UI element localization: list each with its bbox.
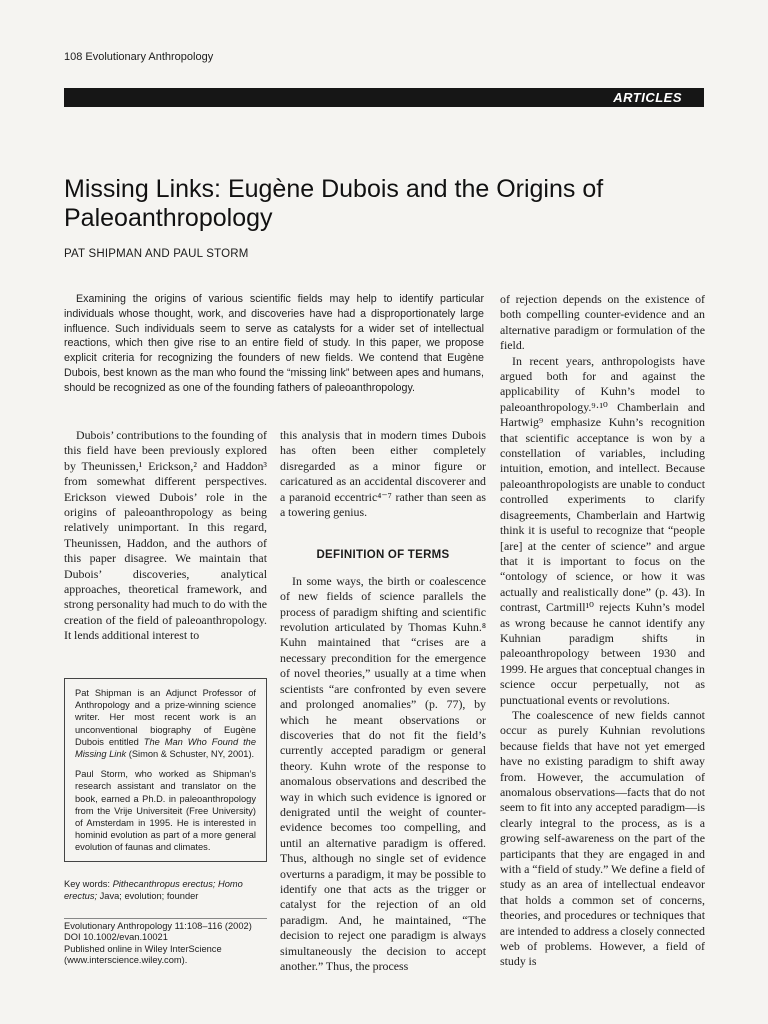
body-column-2 xyxy=(280,428,486,974)
section-banner-label: ARTICLES xyxy=(613,90,682,105)
body-column-3 xyxy=(500,292,705,970)
publication-info xyxy=(64,918,267,967)
online-publication-note: Published online in Wiley InterScience xyxy=(64,943,222,954)
author-bio-box xyxy=(64,678,267,862)
article-title: Missing Links: Eugène Dubois and the Origins of Paleoanthropology xyxy=(64,175,604,232)
running-head: 108 Evolutionary Anthropology xyxy=(64,51,214,63)
doi: DOI 10.1002/evan.10021 xyxy=(64,932,168,943)
body-paragraph: In some ways, the birth or coalescence of new fields of science parallels the process of paradigm shifting and scientific revolution articulated by Thomas Kuhn.⁸ Kuhn maintained that “crises are a necessary precondition for the emergence of novel theories,” usually at a time when scientists “are confronted by even severe and prolonged anomalies” (p. 77), by which he meant observations or discoveries that do not fit the field’s currently accepted paradigm or general theory. Kuhn wrote of the response to anomalous observations and described the way in which such evidence is ignored or denigrated until the weight of counter-evidence becomes too compelling, and until an alternative paradigm is offered. Thus, although no single set of evidence overturns a paradigm, it may be possible to identify one that acts as the trigger or catalyst for the rejection of an old paradigm. And, he maintained, “The decision to reject one paradigm is always simultaneously the decision to accept another.” Thus, the process xyxy=(280,573,486,973)
body-paragraph: of rejection depends on the existence of both compelling counter-evidence and an alternative paradigm or formulation of the field. xyxy=(500,292,705,353)
section-heading: DEFINITION OF TERMS xyxy=(316,549,450,562)
section-banner xyxy=(64,88,704,107)
bio-shipman-tail: (Simon & Schuster, NY, 2001). xyxy=(126,749,255,760)
bio-shipman xyxy=(75,687,256,760)
publisher-url: (www.interscience.wiley.com). xyxy=(64,955,188,966)
keywords-italic-terms: Pithecanthropus erectus; Homo erectus; xyxy=(64,879,243,902)
article-authors: PAT SHIPMAN AND PAUL STORM xyxy=(64,248,249,260)
body-paragraph: Dubois’ contributions to the founding of this field have been previously explored by Theunissen,¹ Erickson,² and Haddon³ from somewhat different perspectives. Erickson viewed Dubois’ role in the origins of paleoanthropology as being relatively unimportant. In this regard, Theunissen, Haddon, and the authors of this paper disagree. We maintain that Dubois’ discoveries, analytical approaches, theoretical framework, and strong personality had much to do with the creation of the field of paleoanthropology. It lends additional interest to xyxy=(64,428,267,643)
body-paragraph: In recent years, anthropologists have argued both for and against the applicability of Kuhn’s model to paleoanthropology.⁹·¹⁰ Chamberlain and Hartwig⁹ emphasize Kuhn’s recognition that scientific acceptance is won by a constellation of variables, including intuition, emotion, and intellect. Because paleoanthropologists are unable to conduct controlled experiments to clarify disagreements, Chamberlain and Hartwig think it is useful to recognize that “people [are] at the center of science” and argue that it is important to focus on the “ontology of science, or how it was actually and realistically done” (p. 43). In contrast, Cartmill¹⁰ rejects Kuhn’s model as wrong because he cannot identify any Kuhnian paradigm shifts in paleoanthropology between 1930 and 1999. He argues that conceptual changes in science occur perpetually, not as punctuational events or revolutions. xyxy=(500,353,705,707)
bio-storm: Paul Storm, who worked as Shipman’s research assistant and translator on the book, earned a Ph.D. in paleoanthropology from the Vrije Universiteit (Free University) of Amsterdam in 1995. He is interested in hominid evolution as part of a more general evolution of faunas and climates. xyxy=(75,769,256,853)
body-column-1 xyxy=(64,428,267,644)
bio-shipman-book-title: The Man Who Found the Missing Link xyxy=(75,736,256,760)
body-paragraph: The coalescence of new fields cannot occur as purely Kuhnian revolutions because fields that have not yet emerged have no existing paradigm to shift away from. However, the accumulation of anomalous observations—facts that do not seem to fit into any accepted paradigm—is clearly integral to the process, as is a growing self-awareness on the part of the participants that they are engaged in and with a “field of study.” We define a field of study as an area of intellectual endeavor that holds a common set of concerns, theories, and procedures or techniques that are intended to address a closely connected web of problems. However, a field of study is xyxy=(500,707,705,969)
keywords xyxy=(64,878,267,902)
keywords-label: Key words: xyxy=(64,879,113,889)
journal-citation: Evolutionary Anthropology 11:108–116 (2002) xyxy=(64,921,252,931)
abstract: Examining the origins of various scientific fields may help to identify particular individuals whose thought, work, and discoveries have had a disproportionately large influence. Such individuals seem to serve as catalysts for a wider set of intellectual reactions, which then give rise to an entire field of study. In this paper, we propose explicit criteria for recognizing the founders of new fields. We contend that Eugène Dubois, best known as the man who found the “missing link” between apes and humans, should be recognized as one of the founding fathers of paleoanthropology. xyxy=(64,293,484,394)
body-paragraph: this analysis that in modern times Dubois has often been either completely disregarded as a minor figure or caricatured as an accidental discoverer and a paranoid eccentric⁴⁻⁷ rather than seen as a towering genius. xyxy=(280,428,486,520)
bio-shipman-lead: Pat Shipman is an Adjunct Professor of Anthropology and a prize-winning science writer. Her most recent work is an unconventional biography of Eugène Dubois entitled xyxy=(75,688,256,747)
keywords-plain-terms: Java; evolution; founder xyxy=(97,891,199,902)
